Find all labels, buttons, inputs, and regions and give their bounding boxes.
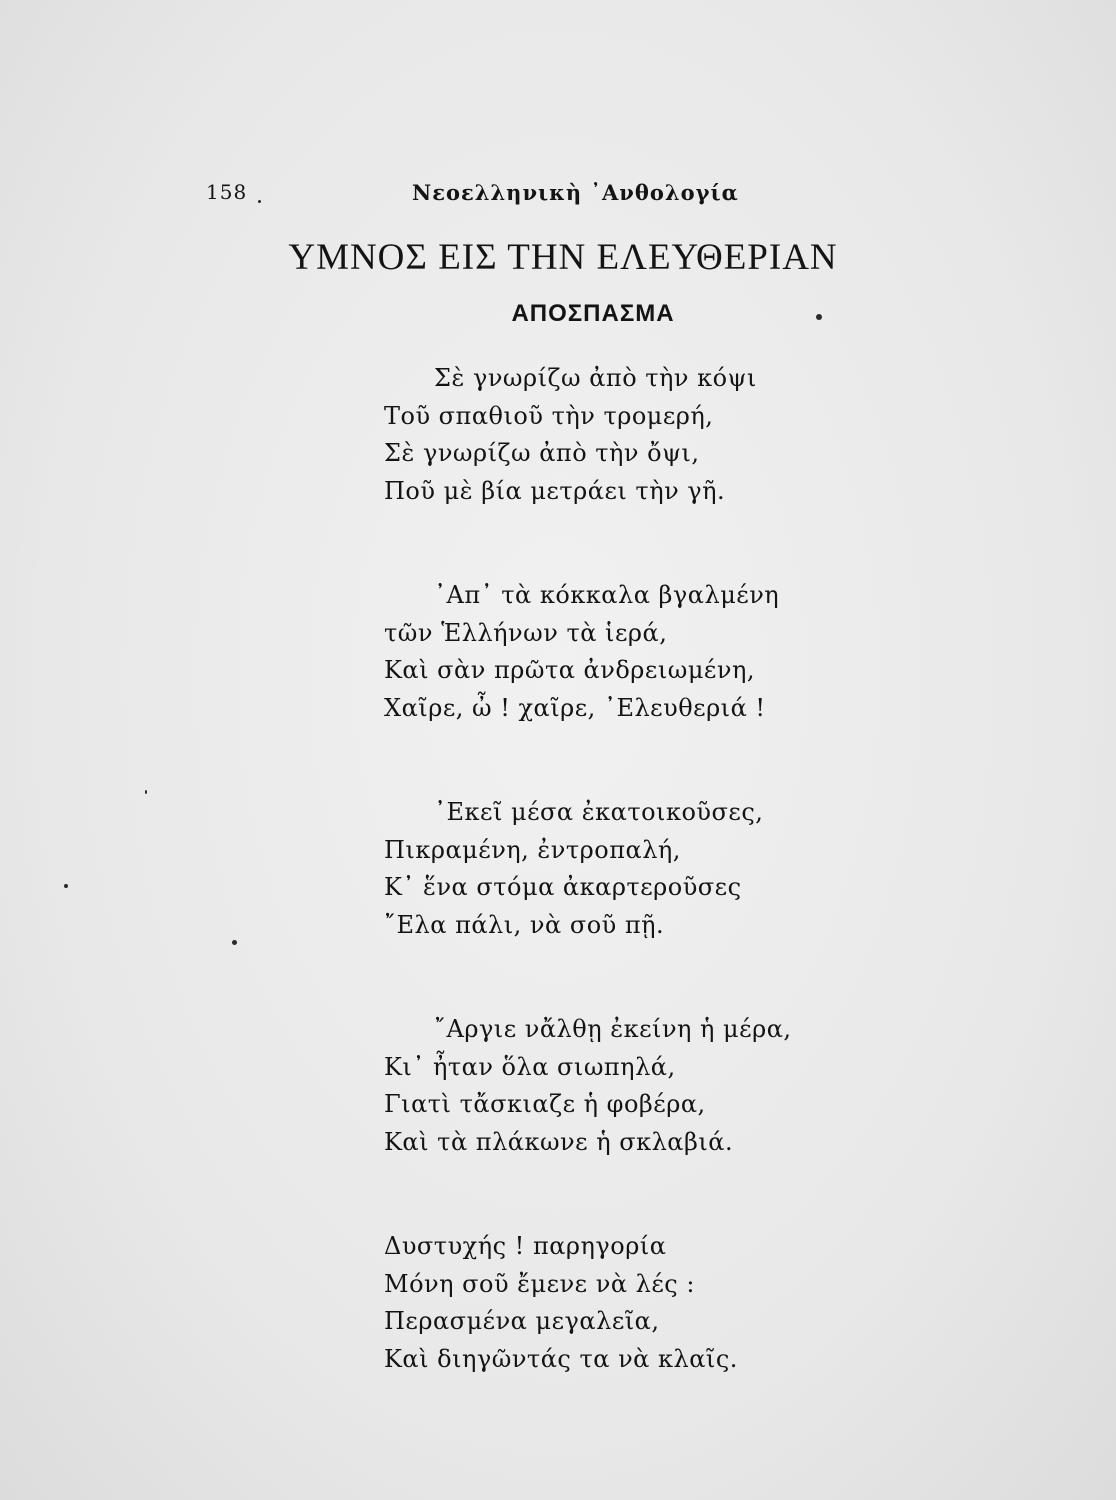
- stanza-5: [384, 1228, 944, 1378]
- dust-speck: [816, 314, 822, 320]
- verse-line: Περασμένα μεγαλεῖα,: [384, 1307, 660, 1335]
- page-number: 158: [206, 180, 248, 204]
- dust-speck: [232, 940, 237, 945]
- verse-line: ῎Ελα πάλι, νὰ σοῦ πῇ.: [384, 910, 665, 939]
- poem-subtitle: ΑΠΟΣΠΑΣΜΑ: [511, 300, 675, 327]
- stanza-4: [384, 1011, 944, 1161]
- verse-line: Καὶ σὰν πρῶτα ἀνδρειωμένη,: [384, 656, 755, 684]
- verse-line: ᾿Εκεῖ μέσα ἐκατοικοῦσες,: [434, 798, 764, 826]
- verse-line: Σὲ γνωρίζω ἀπὸ τὴν κόψι: [434, 364, 757, 392]
- verse-line: Χαῖρε, ὦ ! χαῖρε, ᾿Ελευθεριά !: [384, 693, 766, 722]
- verse-line: Γιατὶ τἄσκιαζε ἡ φοβέρα,: [384, 1090, 706, 1118]
- verse-line: ᾿Απ᾿ τὰ κόκκαλα βγαλμένη: [434, 581, 780, 609]
- verse-line: ῎Αργιε νἄλθῃ ἐκείνη ἡ μέρα,: [434, 1015, 792, 1043]
- dust-speck: [258, 200, 261, 203]
- poem-title: ΥΜΝΟΣ ΕΙΣ ΤΗΝ ΕΛΕΥΘΕΡΙΑΝ: [288, 237, 838, 278]
- verse-line: Καὶ τὰ πλάκωνε ἡ σκλαβιά.: [384, 1127, 734, 1156]
- poem-body: [384, 360, 944, 1445]
- stanza-3: [384, 794, 944, 944]
- verse-line: Καὶ διηγῶντάς τα νὰ κλαῖς.: [384, 1344, 738, 1373]
- verse-line: τῶν Ἑλλήνων τὰ ἱερά,: [384, 618, 668, 647]
- running-head: Νεοελληνικὴ ᾿Ανθολογία: [412, 180, 739, 205]
- verse-line: Ποῦ μὲ βία μετράει τὴν γῆ.: [384, 476, 726, 505]
- verse-line: Δυστυχής ! παρηγορία: [384, 1232, 667, 1260]
- dust-speck: [64, 884, 68, 888]
- verse-line: Τοῦ σπαθιοῦ τὴν τρομερή,: [384, 401, 714, 430]
- verse-line: Κι᾿ ἦταν ὅλα σιωπηλά,: [384, 1052, 676, 1081]
- verse-line: Κ᾿ ἕνα στόμα ἀκαρτεροῦσες: [384, 873, 742, 901]
- verse-line: Σὲ γνωρίζω ἀπὸ τὴν ὄψι,: [384, 439, 700, 467]
- stanza-2: [384, 577, 944, 727]
- stanza-1: [384, 360, 944, 510]
- verse-line: Μόνη σοῦ ἔμενε νὰ λές :: [384, 1269, 695, 1298]
- verse-line: Πικραμένη, ἐντροπαλή,: [384, 835, 681, 864]
- dust-speck: [145, 790, 147, 794]
